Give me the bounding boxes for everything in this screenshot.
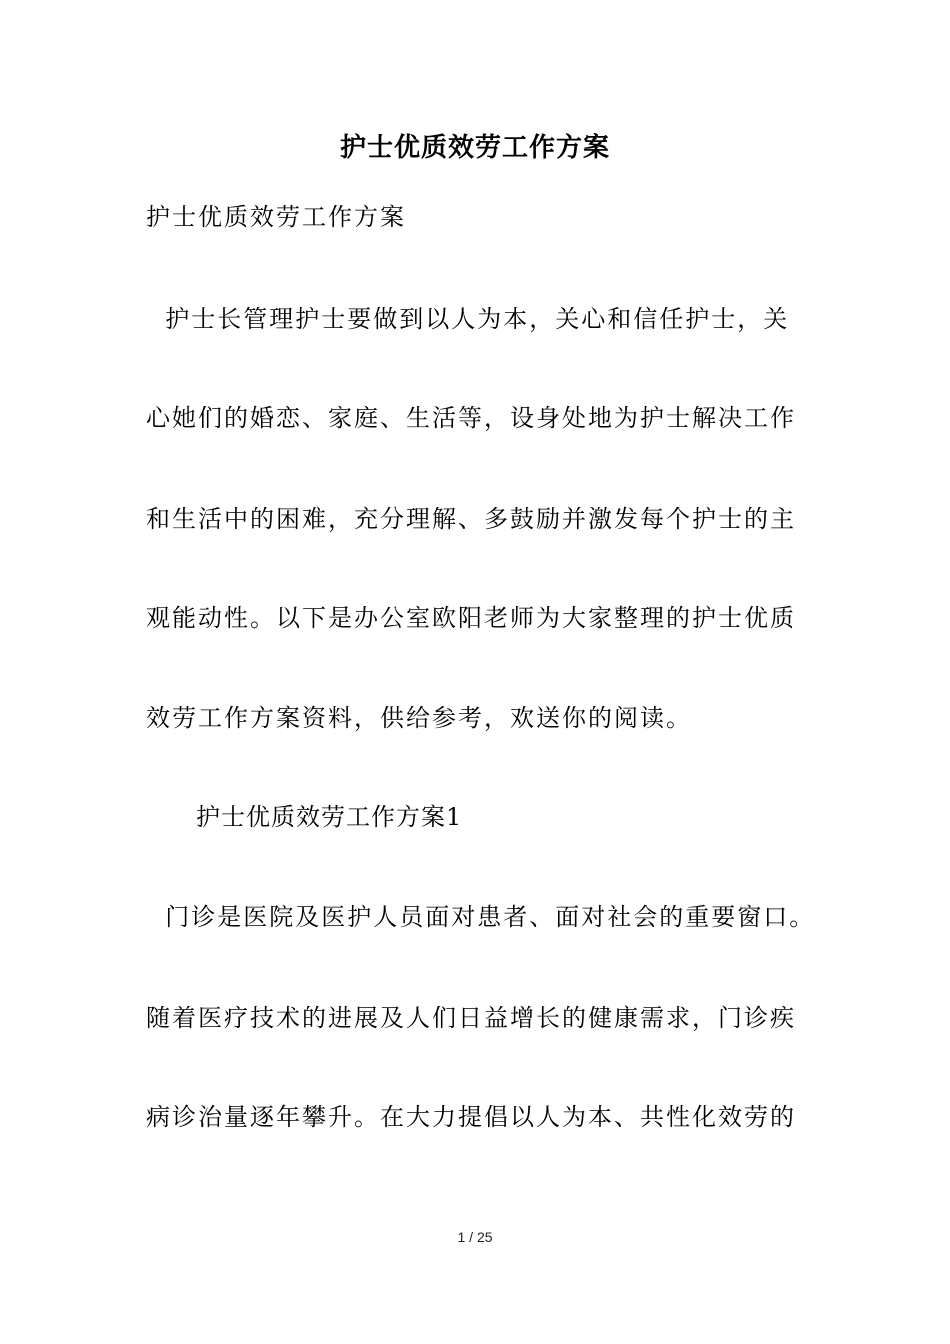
paragraph-line: 效劳工作方案资料，供给参考，欢送你的阅读。 [146, 704, 692, 732]
document-subtitle: 护士优质效劳工作方案 [146, 203, 406, 231]
paragraph-line: 和生活中的困难，充分理解、多鼓励并激发每个护士的主 [146, 505, 796, 533]
paragraph-line: 随着医疗技术的进展及人们日益增长的健康需求，门诊疾 [146, 1004, 796, 1032]
section-heading: 护士优质效劳工作方案1 [196, 803, 463, 831]
document-title: 护士优质效劳工作方案 [339, 133, 610, 163]
paragraph-line: 护士长管理护士要做到以人为本，关心和信任护士，关 [146, 305, 790, 333]
paragraph-line: 病诊治量逐年攀升。在大力提倡以人为本、共性化效劳的 [146, 1103, 796, 1131]
paragraph-line: 心她们的婚恋、家庭、生活等，设身处地为护士解决工作 [146, 404, 796, 432]
page-number: 1 / 25 [457, 1229, 493, 1245]
paragraph-line: 观能动性。以下是办公室欧阳老师为大家整理的护士优质 [146, 604, 796, 632]
paragraph-line: 门诊是医院及医护人员面对患者、面对社会的重要窗口。 [146, 903, 816, 931]
